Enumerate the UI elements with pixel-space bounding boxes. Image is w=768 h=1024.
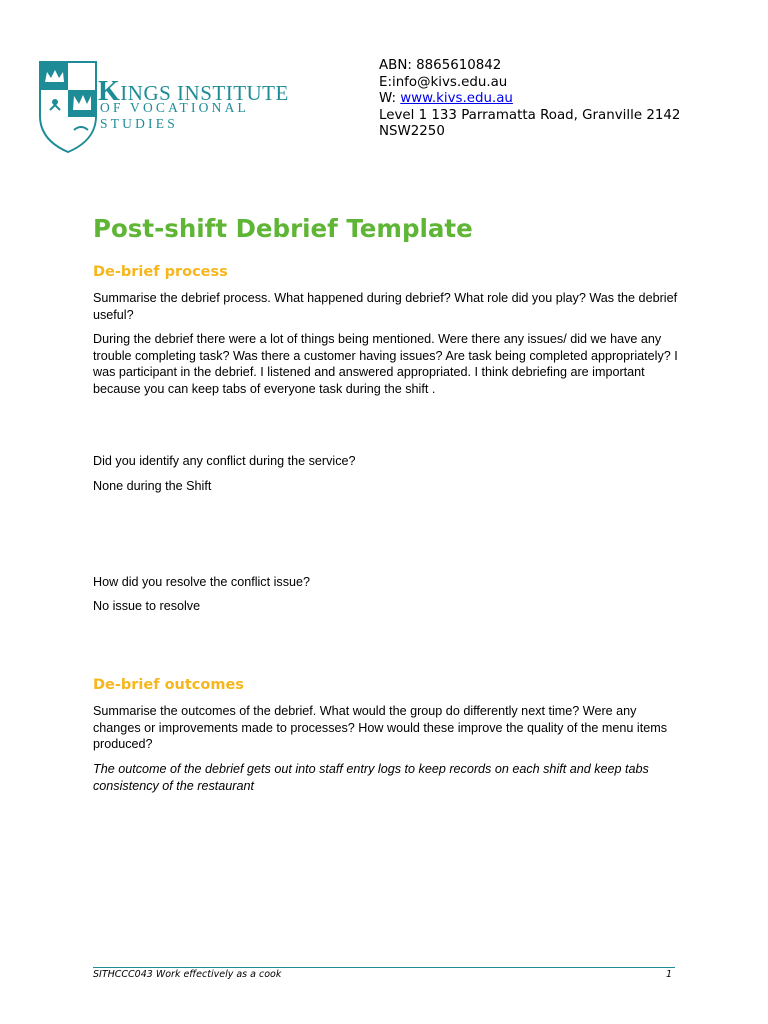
address-line-2: NSW2250 [379,124,445,139]
document-title: Post-shift Debrief Template [93,214,473,243]
resolve-question: How did you resolve the conflict issue? [93,575,311,589]
logo-brand-subtitle-2: STUDIES [100,116,178,131]
web-line: W: www.kivs.edu.au [379,91,513,106]
shield-crest-icon [38,58,98,154]
section-heading-outcomes: De-brief outcomes [93,677,244,693]
abn-line: ABN: 8865610842 [379,58,502,73]
process-prompt: Summarise the debrief process. What happened during debrief? What role did you play? Was the debrief useful? [93,291,678,322]
institute-logo [38,58,289,154]
website-link[interactable]: www.kivs.edu.au [400,91,513,106]
email-line: E:info@kivs.edu.au [379,74,508,90]
conflict-question: Did you identify any conflict during the service? [93,454,356,468]
outcomes-prompt: Summarise the outcomes of the debrief. What would the group do differently next time? Were any changes or improvements made to processes? How would these improve the quality of the menu items produced? [93,704,667,752]
outcomes-answer: The outcome of the debrief gets out into staff entry logs to keep records on each shift and keep tabs consistency of the restaurant [93,762,649,793]
footer-course: SITHCCC043 Work effectively as a cook [93,969,282,980]
footer-page-number: 1 [666,969,673,980]
logo-brand-name: KINGS INSTITUTE [98,76,289,107]
contact-info [379,58,680,141]
logo-wordmark [98,58,289,154]
footer-divider [93,967,675,968]
conflict-answer: None during the Shift [93,479,212,493]
resolve-answer: No issue to resolve [93,599,201,613]
section-heading-process: De-brief process [93,264,228,280]
process-answer: During the debrief there were a lot of things being mentioned. Were there any issues/ did we have any trouble completing task? Was there a customer having issues? Are task being completed appropriately? I was participant in the debrief. I listened and answered appropriated. I think debriefing are important because you can keep tabs of everyone task during the shift . [93,332,678,397]
logo-brand-subtitle-1: OF VOCATIONAL [100,100,249,115]
address-line-1: Level 1 133 Parramatta Road, Granville 2142 [379,107,681,123]
